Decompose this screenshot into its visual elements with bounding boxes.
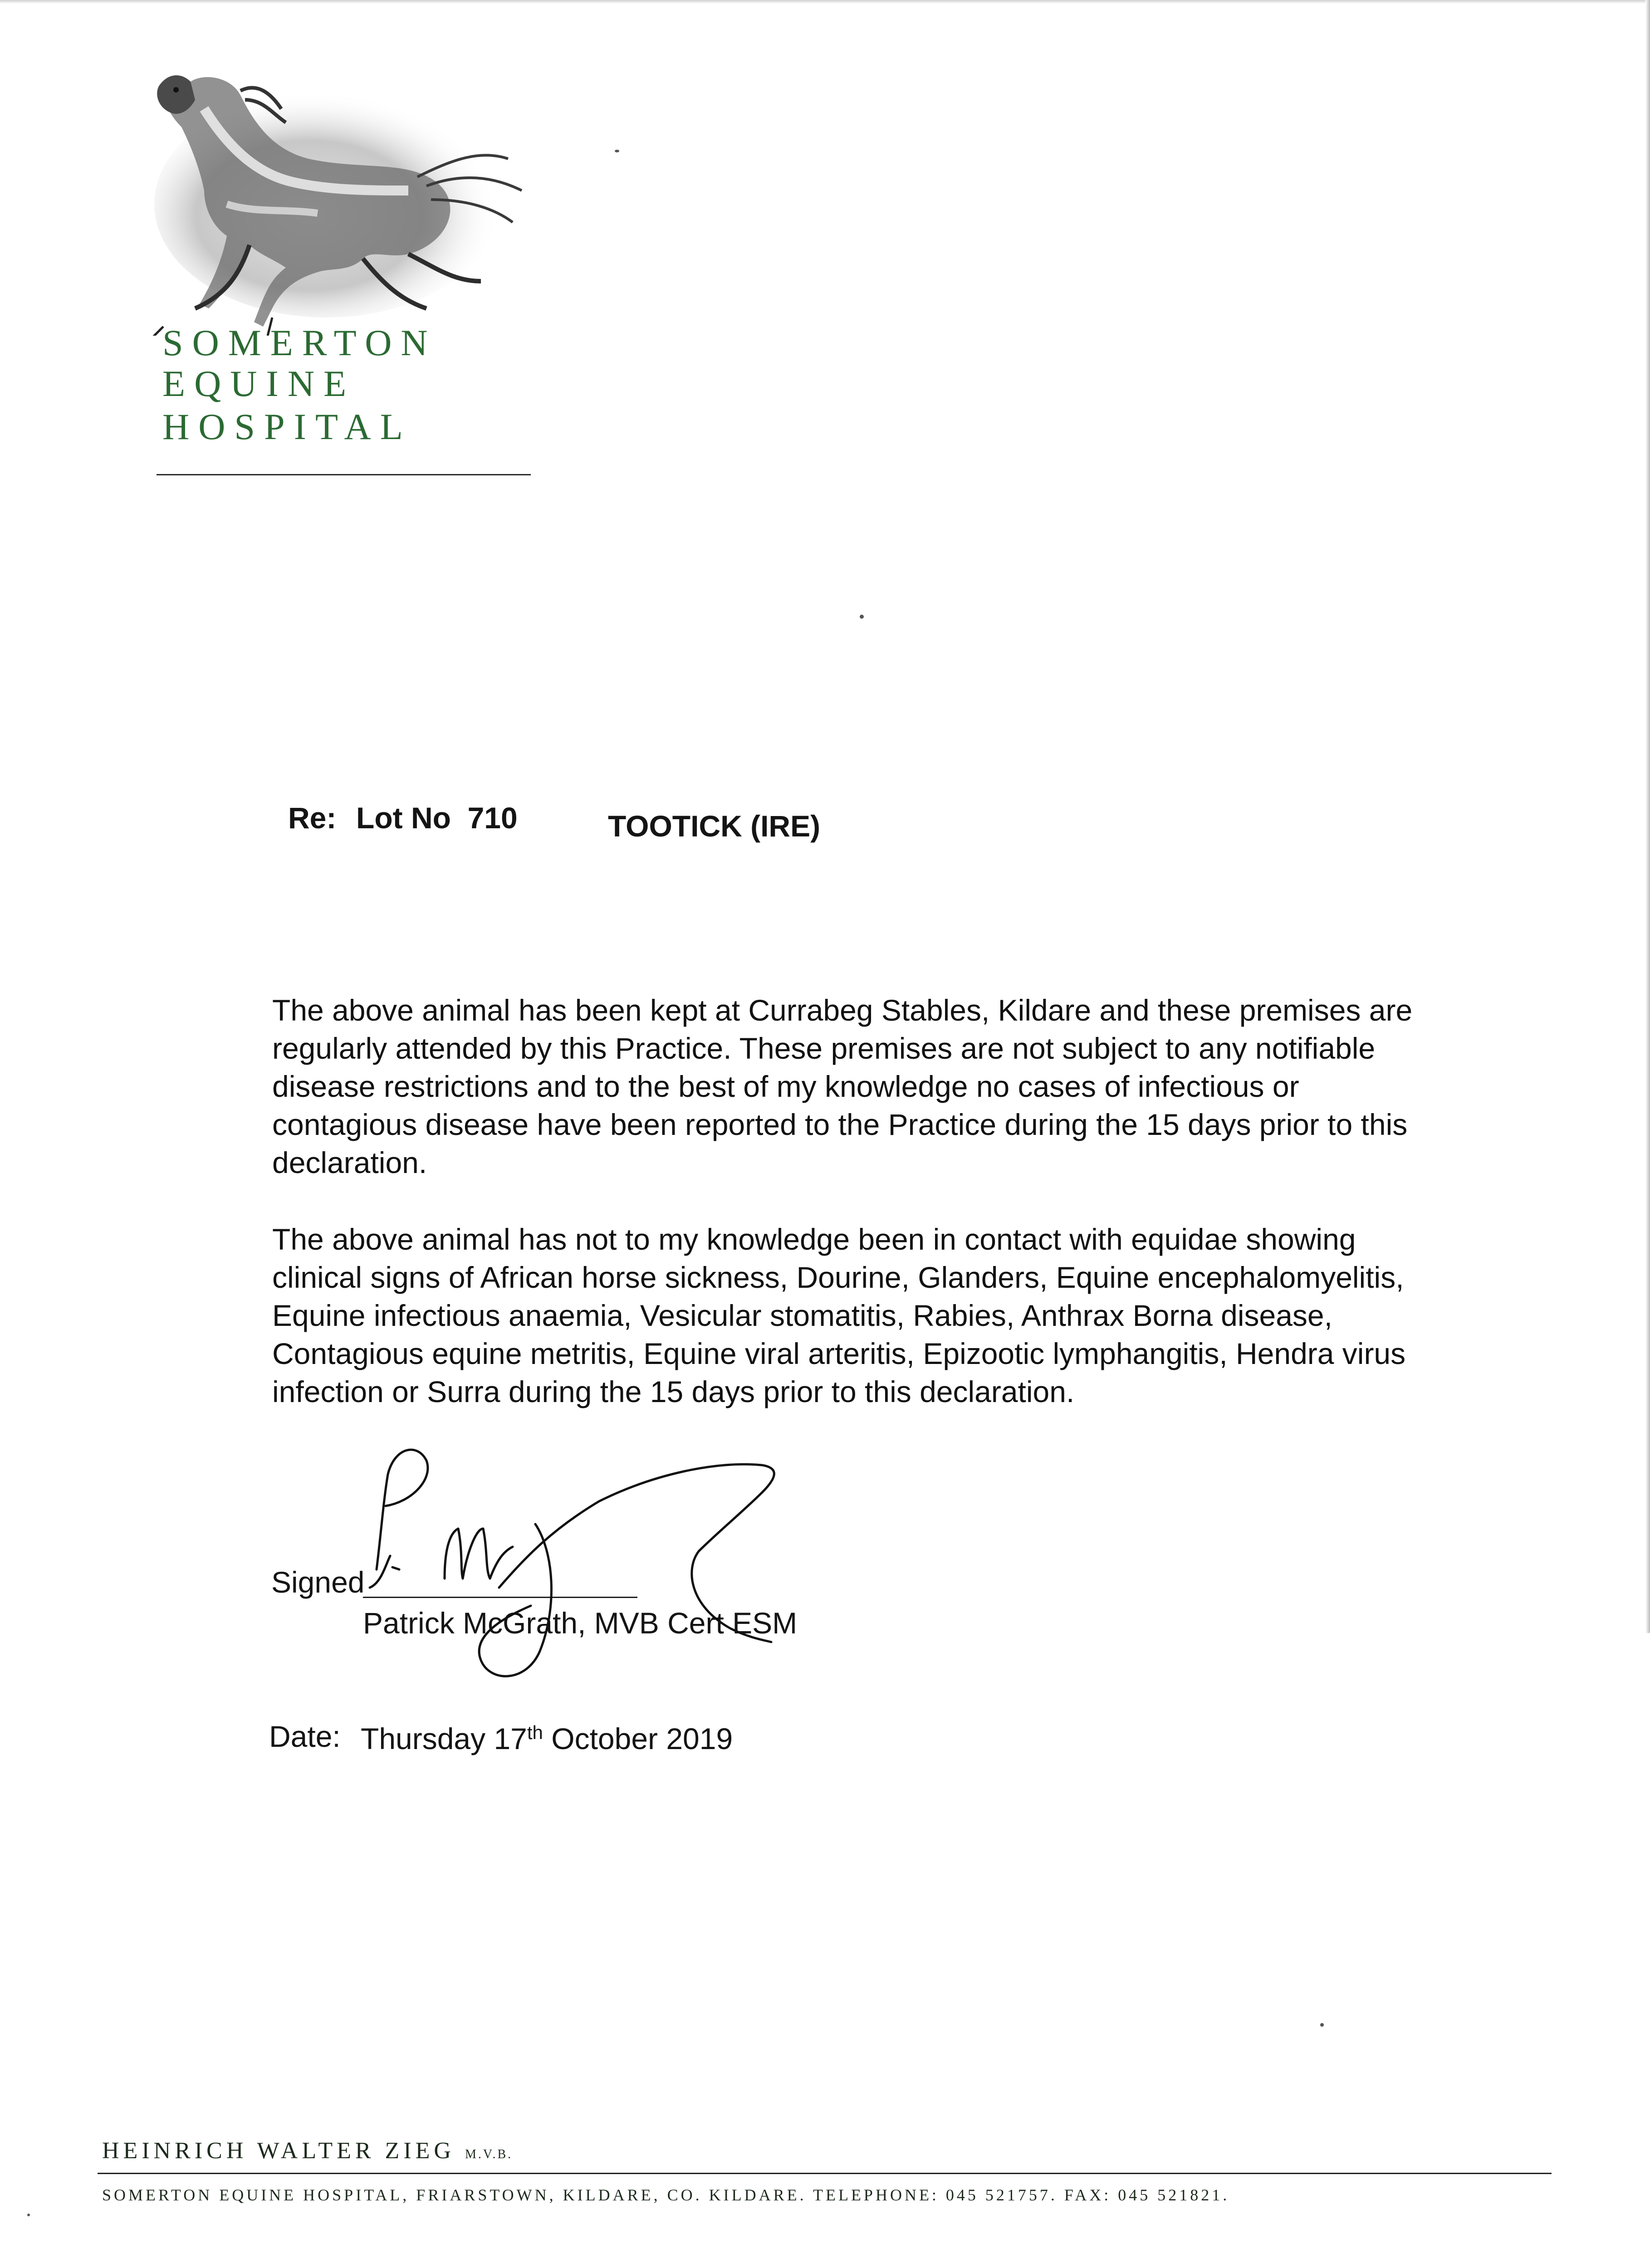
- signatory-name: Patrick McGrath, MVB Cert ESM: [363, 1606, 798, 1640]
- handwritten-signature: [345, 1415, 848, 1696]
- horse-logo-illustration: [136, 54, 535, 336]
- horse-name: TOOTICK (IRE): [608, 809, 821, 843]
- scan-speck: [27, 2214, 30, 2216]
- org-name-line-2: EQUINE: [162, 363, 356, 404]
- top-edge-shadow: [0, 0, 1650, 4]
- lot-number: Lot No 710: [356, 801, 518, 835]
- signed-label: Signed: [271, 1565, 365, 1599]
- right-edge-shadow: [1645, 0, 1650, 1633]
- footer-practitioner-name: [102, 2137, 513, 2164]
- declaration-paragraph-premises: The above animal has been kept at Currabeg Stables, Kildare and these premises are regularly attended by this Practice. These premises are not subject to any notifiable disease restrictions and to the best of my knowledge no cases of infectious or contagious disease have been reported to the Practice during the 15 days prior to this declaration.: [272, 993, 1413, 1179]
- scan-speck: [1320, 2023, 1324, 2027]
- date-label: Date:: [269, 1720, 341, 1753]
- scan-speck: [860, 615, 864, 619]
- declaration-date: [361, 1721, 733, 1756]
- footer-name-text: HEINRICH WALTER ZIEG: [102, 2138, 455, 2164]
- footer-divider: [98, 2173, 1552, 2174]
- declaration-paragraph-contact: The above animal has not to my knowledge been in contact with equidae showing clinical signs of African horse sickness, Dourine, Glanders, Equine encephalomyelitis, Equine infectious anaemia, Vesicular stomatitis, Rabies, Anthrax Borna disease, Contagious equine metritis, Equine viral arteritis, Epizootic lymphangitis, Hendra virus infection or Surra during the 15 days prior to this declaration.: [272, 1222, 1406, 1408]
- letterhead-divider: [157, 474, 531, 475]
- scan-speck: [615, 150, 619, 152]
- date-month-year: October 2019: [543, 1722, 733, 1755]
- footer-address: SOMERTON EQUINE HOSPITAL, FRIARSTOWN, KILDARE, CO. KILDARE. TELEPHONE: 045 521757. FAX: 045 521821.: [102, 2186, 1230, 2204]
- org-name-line-1: SOMERTON: [162, 322, 437, 363]
- footer-qualification: M.V.B.: [465, 2147, 513, 2161]
- reference-prefix: Re:: [288, 801, 337, 835]
- org-name-line-3: HOSPITAL: [162, 406, 412, 447]
- date-day: Thursday 17: [361, 1722, 527, 1755]
- date-ordinal: th: [527, 1722, 543, 1743]
